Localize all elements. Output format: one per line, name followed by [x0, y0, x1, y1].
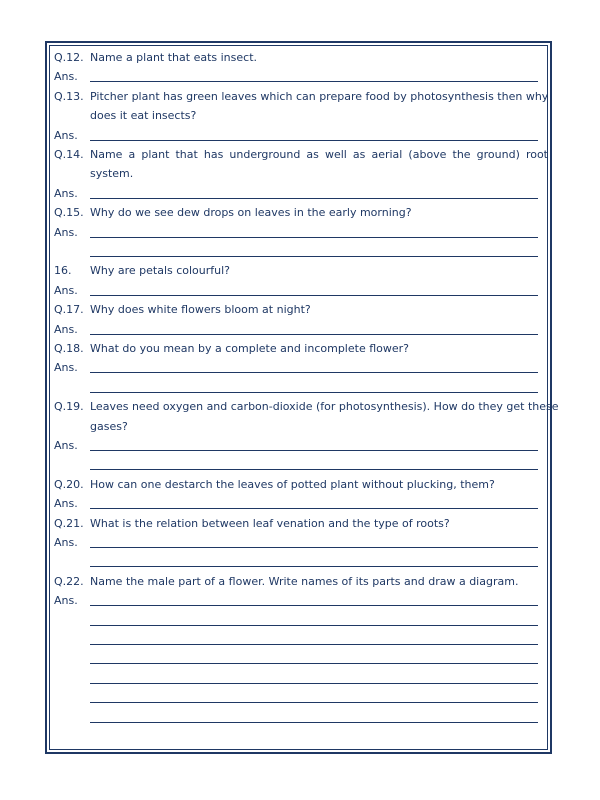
answer-line[interactable]	[90, 81, 538, 82]
answer-line[interactable]	[90, 237, 538, 238]
question-number: Q.19.	[54, 400, 84, 414]
answer-label: Ans.	[54, 128, 78, 142]
question-text: Name a plant that has underground as well as aerial (above the ground) root	[90, 148, 548, 161]
question-row	[54, 145, 548, 164]
answer-row	[54, 67, 548, 86]
answer-row	[54, 281, 548, 300]
answer-row	[54, 708, 548, 727]
answer-line[interactable]	[90, 508, 538, 509]
answer-row	[54, 242, 548, 261]
question-row	[54, 514, 548, 533]
answer-line[interactable]	[90, 295, 538, 296]
question-text: Name the male part of a flower. Write names of its parts and draw a diagram.	[90, 574, 519, 588]
question-row	[54, 261, 548, 280]
question-number: Q.14.	[54, 148, 84, 161]
answer-row	[54, 455, 548, 474]
answer-row	[54, 436, 548, 455]
answer-line[interactable]	[90, 392, 538, 393]
answer-row	[54, 533, 548, 552]
answer-label: Ans.	[54, 497, 78, 511]
answer-line[interactable]	[90, 198, 538, 199]
answer-row	[54, 630, 548, 649]
answer-label: Ans.	[54, 594, 78, 608]
answer-line[interactable]	[90, 450, 538, 451]
question-text: What do you mean by a complete and incomplete flower?	[90, 342, 409, 355]
question-number: Q.13.	[54, 89, 84, 103]
question-row	[54, 48, 548, 67]
answer-label: Ans.	[54, 361, 78, 375]
question-number: Q.18.	[54, 342, 84, 355]
question-text: does it eat insects?	[90, 109, 197, 123]
question-row	[54, 300, 548, 319]
question-number: Q.17.	[54, 303, 84, 317]
question-number: Q.22.	[54, 574, 84, 588]
question-text: Pitcher plant has green leaves which can prepare food by photosynthesis then why	[90, 89, 549, 103]
answer-row	[54, 223, 548, 242]
question-row	[54, 572, 548, 591]
answer-row	[54, 669, 548, 688]
answer-label: Ans.	[54, 225, 78, 239]
question-number: Q.15.	[54, 206, 84, 220]
answer-row	[54, 552, 548, 571]
question-row	[54, 339, 548, 358]
answer-line[interactable]	[90, 140, 538, 141]
answer-row	[54, 611, 548, 630]
answer-label: Ans.	[54, 283, 78, 297]
answer-line[interactable]	[90, 334, 538, 335]
answer-line[interactable]	[90, 372, 538, 373]
answer-line[interactable]	[90, 605, 538, 606]
answer-line[interactable]	[90, 683, 538, 684]
answer-row	[54, 591, 548, 610]
question-row	[54, 397, 559, 416]
question-row	[54, 87, 548, 106]
answer-line[interactable]	[90, 663, 538, 664]
question-text: gases?	[90, 419, 128, 433]
question-number: 16.	[54, 264, 72, 278]
answer-row	[54, 320, 548, 339]
answer-line[interactable]	[90, 256, 538, 257]
answer-row	[54, 494, 548, 513]
answer-label: Ans.	[54, 70, 78, 84]
answer-label: Ans.	[54, 536, 78, 549]
question-number: Q.21.	[54, 516, 84, 530]
question-text: Leaves need oxygen and carbon-dioxide (for photosynthesis). How do they get these	[90, 400, 559, 414]
question-text: What is the relation between leaf venation and the type of roots?	[90, 516, 450, 530]
question-text: system.	[90, 167, 134, 181]
question-number: Q.12.	[54, 51, 84, 64]
question-number: Q.20.	[54, 477, 84, 491]
answer-label: Ans.	[54, 186, 78, 200]
answer-line[interactable]	[90, 702, 538, 703]
question-row	[54, 203, 548, 222]
answer-row	[54, 184, 548, 203]
question-row	[54, 475, 548, 494]
answer-row	[54, 358, 548, 377]
question-row	[54, 417, 548, 436]
answer-line[interactable]	[90, 469, 538, 470]
answer-row	[54, 688, 548, 707]
answer-line[interactable]	[90, 566, 538, 567]
answer-line[interactable]	[90, 625, 538, 626]
question-text: Why does white flowers bloom at night?	[90, 303, 311, 317]
answer-row	[54, 649, 548, 668]
answer-label: Ans.	[54, 439, 78, 452]
question-text: How can one destarch the leaves of potted plant without plucking, them?	[90, 477, 495, 491]
question-text: Name a plant that eats insect.	[90, 51, 258, 64]
question-row	[54, 106, 548, 125]
question-row	[54, 164, 548, 183]
answer-line[interactable]	[90, 722, 538, 723]
question-text: Why do we see dew drops on leaves in the early morning?	[90, 206, 412, 220]
answer-row	[54, 378, 548, 397]
answer-label: Ans.	[54, 322, 78, 336]
answer-line[interactable]	[90, 547, 538, 548]
answer-line[interactable]	[90, 644, 538, 645]
question-text: Why are petals colourful?	[90, 264, 231, 278]
answer-row	[54, 126, 548, 145]
